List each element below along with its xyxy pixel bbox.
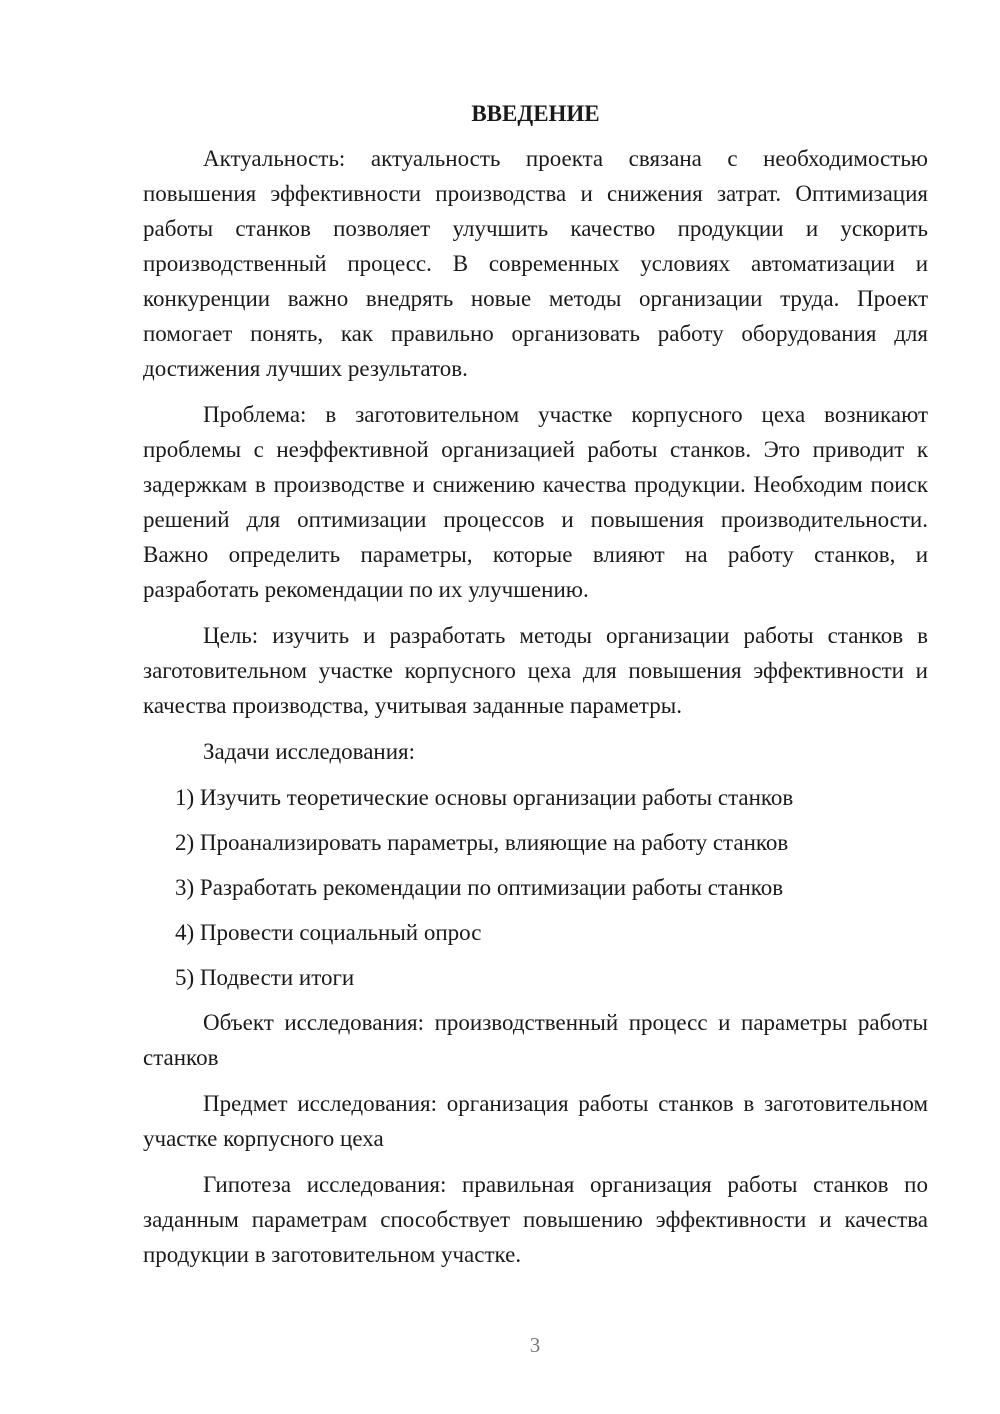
tasks-title: Задачи исследования: [203, 739, 416, 764]
task-item-2: 2) Проанализировать параметры, влияющие на работу станков [175, 830, 789, 855]
problem-paragraph: Проблема: в заготовительном участке корпусного цеха возникают проблемы с неэффективной организацией работы станков. Это приводит к задержкам в производстве и снижению качества продукции. Необходим поиск решений для оптимизации процессов и повышения производительности. Важно определить параметры, которые влияют на работу станков, и разработать рекомендации по их улучшению. [143, 402, 928, 602]
section-heading: ВВЕДЕНИЕ [471, 101, 600, 126]
tasks-list [143, 780, 928, 995]
object-paragraph: Объект исследования: производственный процесс и параметры работы станков [143, 1010, 928, 1070]
task-item-4: 4) Провести социальный опрос [175, 920, 482, 945]
task-item-3: 3) Разработать рекомендации по оптимизации работы станков [175, 875, 784, 900]
task-item-5: 5) Подвести итоги [175, 965, 355, 990]
page-number: 3 [529, 1333, 541, 1357]
relevance-paragraph: Актуальность: актуальность проекта связана с необходимостью повышения эффективности производства и снижения затрат. Оптимизация работы станков позволяет улучшить качество продукции и ускорить производственный процесс. В современных условиях автоматизации и конкуренции важно внедрять новые методы организации труда. Проект помогает понять, как правильно организовать работу оборудования для достижения лучших результатов. [143, 146, 928, 381]
page-content [143, 96, 928, 1283]
goal-paragraph: Цель: изучить и разработать методы организации работы станков в заготовительном участке корпусного цеха для повышения эффективности и качества производства, учитывая заданные параметры. [143, 623, 928, 718]
task-item-1: 1) Изучить теоретические основы организации работы станков [175, 785, 794, 810]
subject-paragraph: Предмет исследования: организация работы станков в заготовительном участке корпусного цеха [143, 1091, 928, 1151]
hypothesis-paragraph: Гипотеза исследования: правильная организация работы станков по заданным параметрам способствует повышению эффективности и качества продукции в заготовительном участке. [143, 1172, 928, 1267]
